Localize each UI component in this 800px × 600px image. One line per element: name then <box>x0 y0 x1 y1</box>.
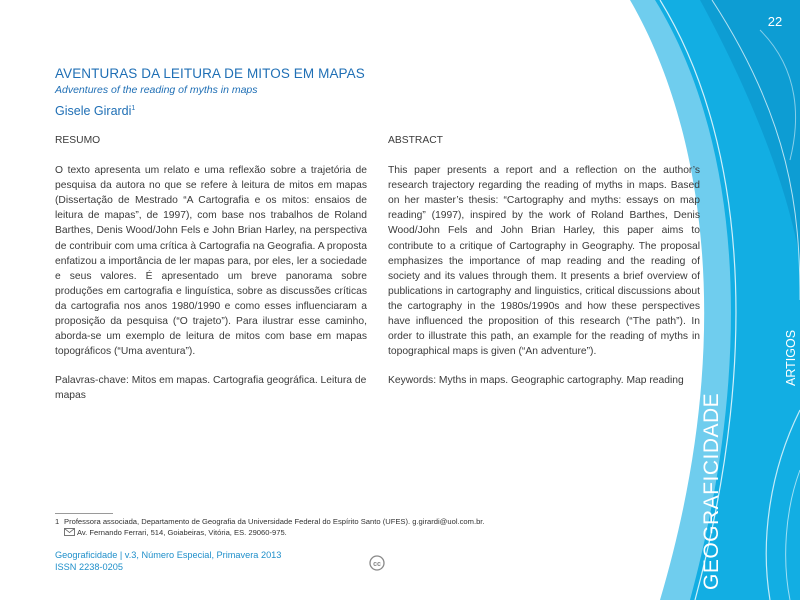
journal-name-vertical: GEOGRAFICIDADE <box>700 392 723 590</box>
article-header <box>55 66 575 119</box>
resumo-section <box>55 133 367 404</box>
journal-citation: Geograficidade | v.3, Número Especial, Primavera 2013 <box>55 550 282 560</box>
footnote-divider <box>55 513 113 514</box>
envelope-icon <box>64 528 75 539</box>
author <box>55 101 575 119</box>
abstract-section <box>388 133 700 388</box>
footnote-text: Professora associada, Departamento de Geografia da Universidade Federal do Espírito Santo (UFES). g.girardi@uol.com.br. <box>64 517 485 526</box>
abstract-heading: ABSTRACT <box>388 135 443 146</box>
resumo-heading: RESUMO <box>55 135 101 146</box>
issn: ISSN 2238-0205 <box>55 562 123 572</box>
footnote-address: Av. Fernando Ferrari, 514, Goiabeiras, Vitória, ES. 29060-975. <box>77 528 287 537</box>
creative-commons-icon[interactable] <box>369 555 385 576</box>
journal-footer <box>55 549 281 573</box>
section-label-vertical: ARTIGOS <box>784 329 798 386</box>
author-note-ref[interactable]: 1 <box>131 105 136 112</box>
resumo-text: O texto apresenta um relato e uma reflexão sobre a trajetória de pesquisa da autora no que se refere à leitura de mitos em mapas (Dissertação de Mestrado “A Cartografia e os mitos: ensaios de leitura de mapas”, de 1997), com base nos trabalhos de Roland Barthes, Denis Wood/John Fels e John Brian Harley, na perspectiva de contribuir com uma crítica à Cartografia na Geografia. A proposta enfatizou a importância de ler mapas para, por eles, ler a sociedade e seus valores. É apresentado um breve panorama sobre produções em cartografia e linguística, sobre as discussões críticas da cartografia nos anos 1980/1990 e como esses influenciaram a proposição da pesquisa (“O trajeto”). Para ilustrar esse caminho, aborda-se um exemplo de leitura de mitos com base em mapas topográficos (“Uma aventura”). <box>55 165 367 358</box>
footnote-address-line <box>55 527 575 539</box>
footnote <box>55 516 575 539</box>
article-title: AVENTURAS DA LEITURA DE MITOS EM MAPAS <box>55 66 365 81</box>
footnote-number: 1 <box>55 517 60 526</box>
page-number: 22 <box>767 14 783 29</box>
license-label: cc <box>373 561 381 568</box>
footnote-line <box>55 516 575 527</box>
abstract-text: This paper presents a report and a reflection on the author’s research trajectory regarding the reading of myths in maps. Based on her master’s thesis: “Cartography and myths: essays on map reading” (1997), inspired by the work of Roland Barthes, Denis Wood/John Fels and John Brian Harley, this paper aims to contribute to a critique of Cartography in Geography. The proposal emphasizes the importance of map reading and the reading of society and its values through them. It presents a brief overview of publications in cartography and linguistics, critical discussions about the cartography in the 1980s/1990s and how these perspectives have influenced the proposition of this research (“The path”). In order to illustrate this path, an example for the reading of myths in topographical maps is given (“An adventure”). <box>388 165 700 358</box>
resumo-keywords: Palavras-chave: Mitos em mapas. Cartografia geográfica. Leitura de mapas <box>55 375 367 402</box>
abstract-keywords: Keywords: Myths in maps. Geographic cartography. Map reading <box>388 375 684 387</box>
author-name: Gisele Girardi <box>55 104 132 119</box>
article-subtitle: Adventures of the reading of myths in maps <box>55 84 258 96</box>
